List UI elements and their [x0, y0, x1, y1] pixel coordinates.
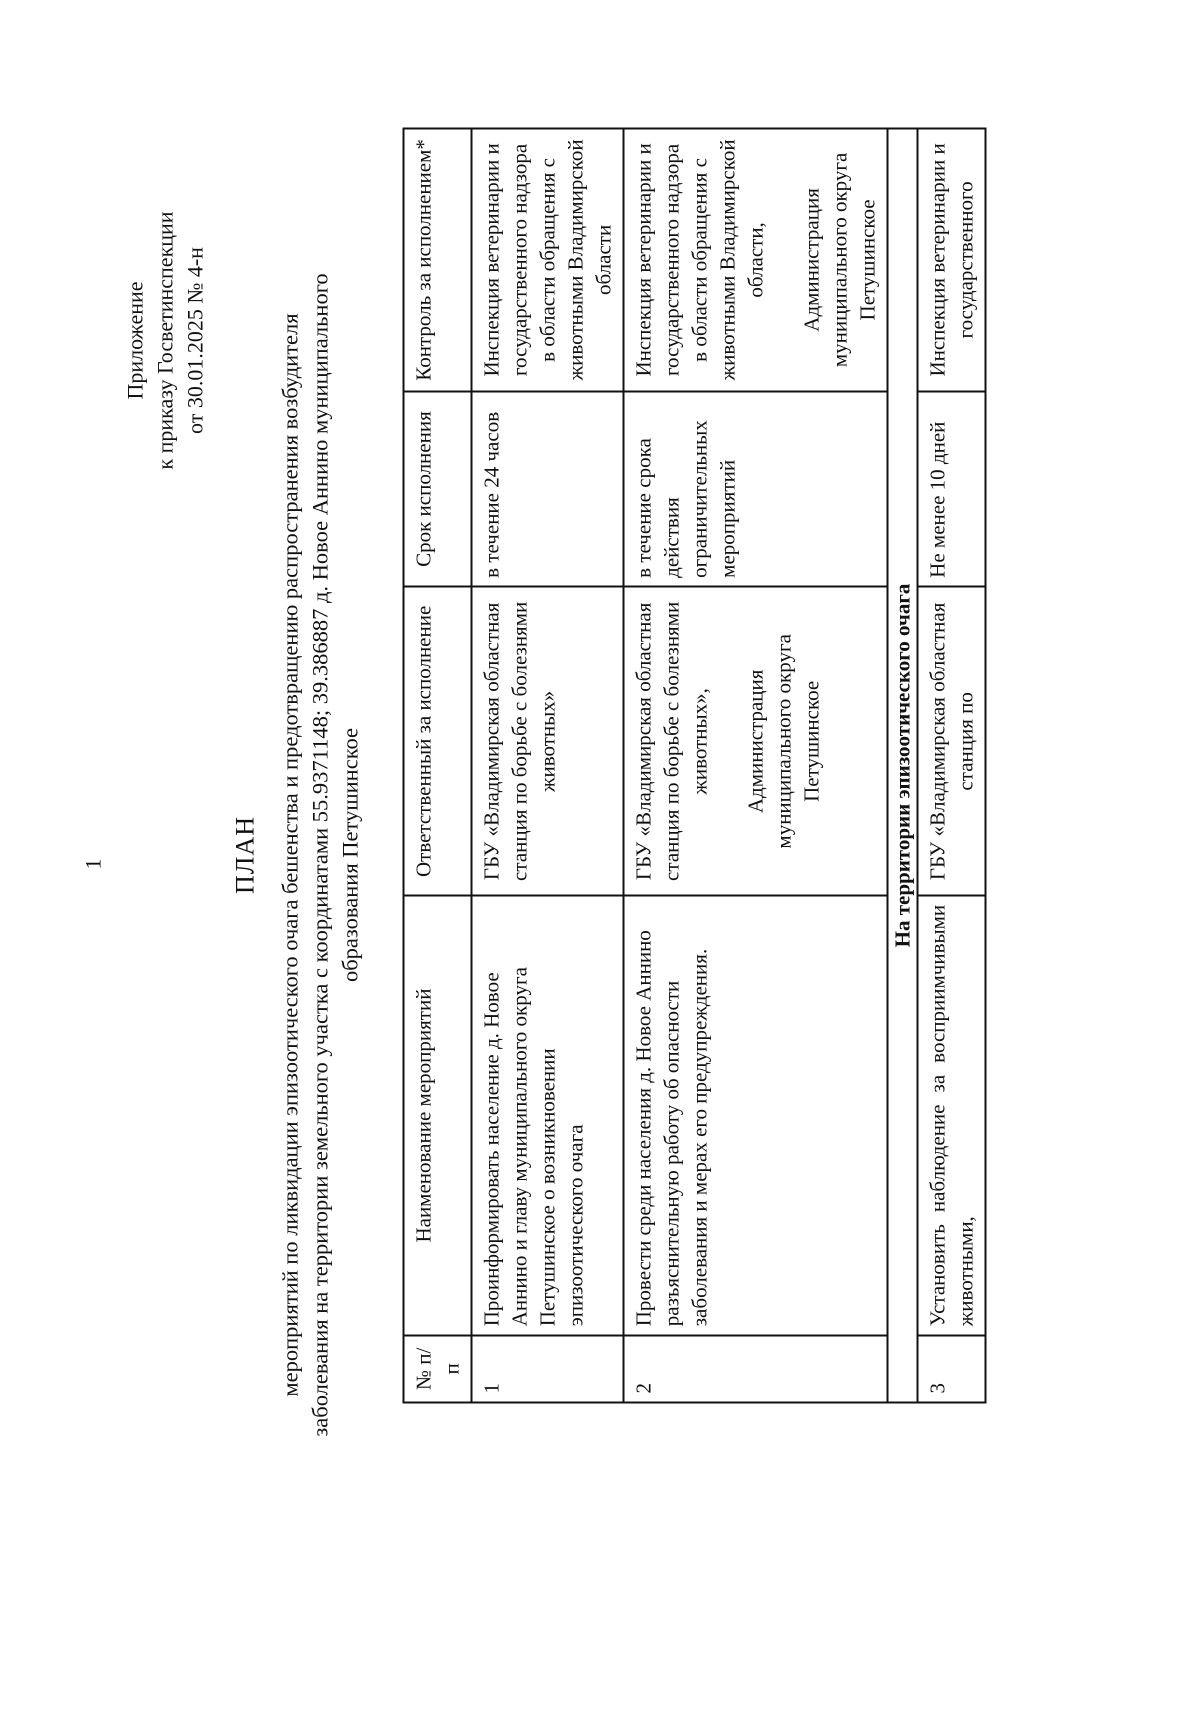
row-name: Провести среди населения д. Новое Аннино разъяснительную работу об опасности заболевания и мерах его предупреждения.: [623, 896, 887, 1335]
control-extra-text: Администрация муниципального округа Петушинское: [799, 152, 879, 368]
appendix-line-1: Приложение: [122, 281, 147, 400]
row-deadline: в течение 24 часов: [471, 391, 623, 587]
header-num: № п/п: [403, 1335, 471, 1402]
subtitle-line-1: мероприятий по ликвидации эпизоотического очага бешенства и предотвращению распространения возбудителя: [277, 313, 302, 1397]
header-deadline: Срок исполнения: [403, 391, 471, 587]
table-row: [471, 129, 623, 1403]
page-number: 1: [80, 858, 105, 870]
row-responsible: [471, 587, 623, 896]
row-responsible: [623, 587, 887, 896]
responsible-text: ГБУ «Владимирская областная станция по борьбе с болезнями животных»: [479, 601, 559, 881]
table-row: [623, 129, 887, 1403]
header-responsible: Ответственный за исполнение: [403, 587, 471, 896]
row-control: [623, 129, 887, 392]
control-text: Инспекция ветеринарии и государственного надзора в области обращения с животными Владимирской области: [479, 139, 615, 381]
rotated-page: [0, 1, 1200, 1710]
row-deadline: в течение срока действия ограничительных мероприятий: [623, 391, 887, 587]
document-subtitle: [275, 101, 365, 1610]
appendix-line-3: от 30.01.2025 № 4-н: [182, 247, 207, 434]
plan-table: [402, 128, 986, 1404]
document-title: ПЛАН: [230, 816, 259, 894]
row-num: 3: [917, 1335, 985, 1402]
row-num: 2: [623, 1335, 887, 1402]
section-title: На территории эпизоотического очага: [887, 129, 917, 1403]
appendix-line-2: к приказу Госветинспекции: [152, 211, 177, 470]
header-control: Контроль за исполнением*: [403, 129, 471, 392]
section-row: [887, 129, 917, 1403]
row-num: 1: [471, 1335, 623, 1402]
spacer: [713, 596, 741, 887]
row-control: [471, 129, 623, 392]
row-deadline: Не менее 10 дней: [917, 391, 985, 587]
appendix-header: [120, 181, 210, 501]
row-responsible: ГБУ «Владимирская областная станция по: [917, 587, 985, 896]
responsible-extra-text: Администрация муниципального округа Петушинское: [743, 634, 823, 849]
subtitle-line-2: заболевания на территории земельного участка с координатами 55.9371148; 39.386887 д. Новое Аннино муниципального: [307, 273, 332, 1437]
control-text: Инспекция ветеринарии и государственного надзора в области обращения с животными Владимирской области,: [631, 139, 767, 381]
responsible-text: ГБУ «Владимирская областная станция по борьбе с болезнями животных»,: [631, 601, 711, 881]
table-header-row: [403, 129, 471, 1403]
row-name: Установить наблюдение за восприимчивыми животными,: [917, 896, 985, 1335]
document-page: [0, 1, 1200, 1710]
header-name: Наименование мероприятий: [403, 896, 471, 1335]
spacer: [769, 138, 797, 383]
row-name: Проинформировать население д. Новое Аннино и главу муниципального округа Петушинское о возникновении эпизоотического очага: [471, 896, 623, 1335]
subtitle-line-3: образования Петушинское: [337, 727, 362, 983]
row-control: Инспекция ветеринарии и государственного: [917, 129, 985, 392]
table-row: [917, 129, 985, 1403]
